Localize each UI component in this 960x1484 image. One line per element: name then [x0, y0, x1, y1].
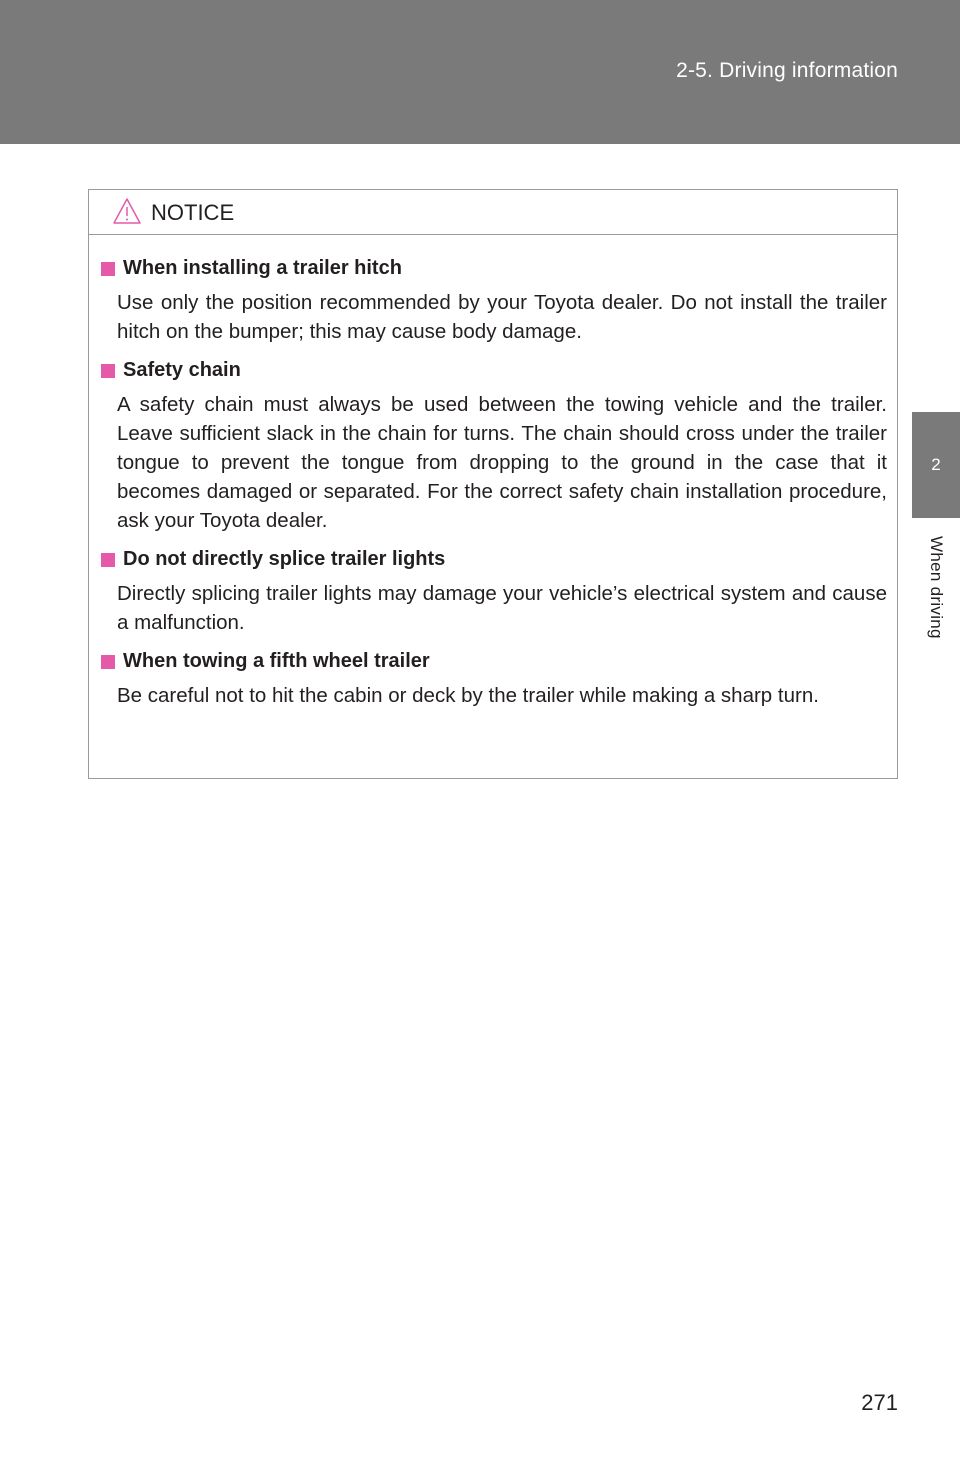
item-text: Directly splicing trailer lights may damage your vehicle’s electrical system and cause a malfunction. — [117, 582, 887, 634]
bullet-square-icon — [101, 655, 115, 669]
item-heading: When towing a fifth wheel trailer — [123, 650, 430, 672]
notice-item — [101, 548, 887, 637]
item-heading: Do not directly splice trailer lights — [123, 548, 446, 570]
notice-header — [89, 190, 897, 235]
bullet-square-icon — [101, 364, 115, 378]
chapter-number: 2 — [931, 455, 941, 474]
warning-triangle-icon — [112, 197, 142, 225]
item-text: Use only the position recommended by your Toyota dealer. Do not install the trailer hitch on the bumper; this may cause body damage. — [117, 291, 887, 343]
chapter-tab[interactable] — [912, 412, 960, 518]
header-band — [0, 0, 960, 144]
chapter-label: When driving — [927, 536, 946, 639]
notice-item — [101, 650, 887, 710]
bullet-square-icon — [101, 553, 115, 567]
section-title: 2-5. Driving information — [676, 59, 898, 82]
bullet-square-icon — [101, 262, 115, 276]
item-heading: When installing a trailer hitch — [123, 257, 402, 279]
notice-title: NOTICE — [151, 200, 235, 225]
notice-item — [101, 257, 887, 346]
item-heading: Safety chain — [123, 359, 241, 381]
item-text: Be careful not to hit the cabin or deck by the trailer while making a sharp turn. — [117, 684, 819, 707]
page-number: 271 — [861, 1390, 898, 1415]
notice-body — [89, 235, 897, 710]
item-text: A safety chain must always be used between the towing vehicle and the trailer. Leave sufficient slack in the chain for turns. The chain should cross under the trailer tongue to prevent the tongue from dropping to the ground in the case that it becomes damaged or separated. For the correct safety chain installation procedure, ask your Toyota dealer. — [117, 393, 887, 532]
notice-box — [88, 189, 898, 779]
notice-item — [101, 359, 887, 535]
